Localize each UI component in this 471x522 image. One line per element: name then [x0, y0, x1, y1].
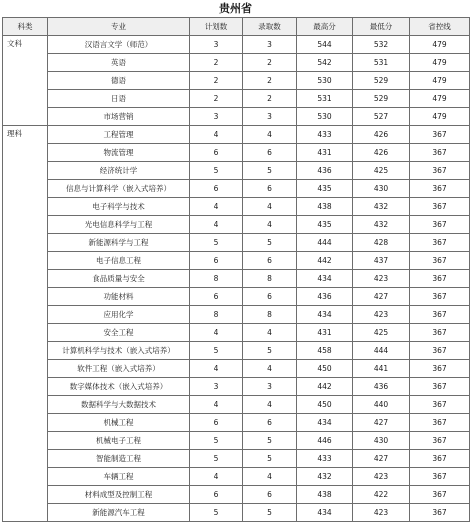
major-cell: 光电信息科学与工程: [48, 216, 190, 234]
max-score-cell: 450: [297, 396, 353, 414]
min-score-cell: 423: [353, 504, 410, 522]
table-row: [3, 144, 470, 162]
max-score-cell: 436: [297, 162, 353, 180]
table-row: [3, 342, 470, 360]
control-line-cell: 367: [410, 432, 470, 450]
min-score-cell: 426: [353, 144, 410, 162]
min-score-cell: 440: [353, 396, 410, 414]
plan-cell: 6: [190, 180, 243, 198]
max-score-cell: 435: [297, 180, 353, 198]
major-cell: 车辆工程: [48, 468, 190, 486]
admitted-cell: 6: [243, 414, 297, 432]
max-score-cell: 444: [297, 234, 353, 252]
table-row: [3, 504, 470, 522]
plan-cell: 4: [190, 468, 243, 486]
plan-cell: 3: [190, 108, 243, 126]
major-cell: 软件工程（嵌入式培养）: [48, 360, 190, 378]
admitted-cell: 4: [243, 216, 297, 234]
min-score-cell: 426: [353, 126, 410, 144]
table-row: [3, 378, 470, 396]
major-cell: 食品质量与安全: [48, 270, 190, 288]
table-row: [3, 252, 470, 270]
major-cell: 功能材料: [48, 288, 190, 306]
control-line-cell: 479: [410, 36, 470, 54]
max-score-cell: 435: [297, 216, 353, 234]
control-line-cell: 367: [410, 126, 470, 144]
admitted-cell: 6: [243, 252, 297, 270]
min-score-cell: 436: [353, 378, 410, 396]
max-score-cell: 544: [297, 36, 353, 54]
admitted-cell: 4: [243, 126, 297, 144]
major-cell: 数字媒体技术（嵌入式培养）: [48, 378, 190, 396]
plan-cell: 6: [190, 288, 243, 306]
major-cell: 新能源汽车工程: [48, 504, 190, 522]
control-line-cell: 367: [410, 252, 470, 270]
major-cell: 信息与计算科学（嵌入式培养）: [48, 180, 190, 198]
control-line-cell: 367: [410, 288, 470, 306]
control-line-cell: 367: [410, 396, 470, 414]
table-row: [3, 288, 470, 306]
table-row: [3, 126, 470, 144]
control-line-cell: 367: [410, 270, 470, 288]
control-line-cell: 367: [410, 306, 470, 324]
admitted-cell: 2: [243, 54, 297, 72]
max-score-cell: 432: [297, 468, 353, 486]
plan-cell: 5: [190, 234, 243, 252]
major-cell: 德语: [48, 72, 190, 90]
control-line-cell: 367: [410, 360, 470, 378]
admitted-cell: 4: [243, 360, 297, 378]
major-cell: 日语: [48, 90, 190, 108]
admitted-cell: 5: [243, 342, 297, 360]
admitted-cell: 2: [243, 90, 297, 108]
control-line-cell: 367: [410, 324, 470, 342]
min-score-cell: 432: [353, 198, 410, 216]
max-score-cell: 442: [297, 252, 353, 270]
min-score-cell: 532: [353, 36, 410, 54]
control-line-cell: 479: [410, 108, 470, 126]
plan-cell: 5: [190, 342, 243, 360]
control-line-cell: 479: [410, 90, 470, 108]
admitted-cell: 6: [243, 180, 297, 198]
min-score-cell: 529: [353, 72, 410, 90]
admitted-cell: 3: [243, 108, 297, 126]
control-line-cell: 367: [410, 162, 470, 180]
header-admitted: 录取数: [243, 18, 297, 36]
plan-cell: 2: [190, 54, 243, 72]
table-row: [3, 162, 470, 180]
max-score-cell: 434: [297, 306, 353, 324]
min-score-cell: 527: [353, 108, 410, 126]
major-cell: 计算机科学与技术（嵌入式培养）: [48, 342, 190, 360]
header-category: 科类: [3, 18, 48, 36]
major-cell: 物流管理: [48, 144, 190, 162]
plan-cell: 5: [190, 450, 243, 468]
control-line-cell: 367: [410, 234, 470, 252]
plan-cell: 2: [190, 90, 243, 108]
major-cell: 电子科学与技术: [48, 198, 190, 216]
plan-cell: 4: [190, 396, 243, 414]
plan-cell: 2: [190, 72, 243, 90]
major-cell: 材料成型及控制工程: [48, 486, 190, 504]
plan-cell: 6: [190, 486, 243, 504]
major-cell: 电子信息工程: [48, 252, 190, 270]
table-row: [3, 360, 470, 378]
min-score-cell: 437: [353, 252, 410, 270]
plan-cell: 4: [190, 324, 243, 342]
header-major: 专业: [48, 18, 190, 36]
major-cell: 安全工程: [48, 324, 190, 342]
min-score-cell: 427: [353, 414, 410, 432]
admitted-cell: 8: [243, 306, 297, 324]
max-score-cell: 431: [297, 324, 353, 342]
control-line-cell: 479: [410, 54, 470, 72]
max-score-cell: 530: [297, 72, 353, 90]
major-cell: 应用化学: [48, 306, 190, 324]
plan-cell: 4: [190, 198, 243, 216]
min-score-cell: 423: [353, 306, 410, 324]
admitted-cell: 4: [243, 468, 297, 486]
control-line-cell: 367: [410, 450, 470, 468]
min-score-cell: 430: [353, 180, 410, 198]
control-line-cell: 367: [410, 486, 470, 504]
table-row: [3, 450, 470, 468]
table-row: [3, 54, 470, 72]
table-row: [3, 36, 470, 54]
plan-cell: 5: [190, 504, 243, 522]
min-score-cell: 529: [353, 90, 410, 108]
plan-cell: 6: [190, 252, 243, 270]
header-min-score: 最低分: [353, 18, 410, 36]
admitted-cell: 5: [243, 162, 297, 180]
table-row: [3, 396, 470, 414]
table-row: [3, 414, 470, 432]
min-score-cell: 441: [353, 360, 410, 378]
max-score-cell: 530: [297, 108, 353, 126]
min-score-cell: 427: [353, 450, 410, 468]
header-control-line: 省控线: [410, 18, 470, 36]
plan-cell: 8: [190, 270, 243, 288]
min-score-cell: 432: [353, 216, 410, 234]
max-score-cell: 438: [297, 486, 353, 504]
admitted-cell: 6: [243, 288, 297, 306]
header-max-score: 最高分: [297, 18, 353, 36]
control-line-cell: 367: [410, 504, 470, 522]
major-cell: 机械工程: [48, 414, 190, 432]
max-score-cell: 433: [297, 450, 353, 468]
min-score-cell: 423: [353, 270, 410, 288]
admitted-cell: 5: [243, 450, 297, 468]
max-score-cell: 431: [297, 144, 353, 162]
admission-table: [2, 17, 470, 522]
plan-cell: 3: [190, 378, 243, 396]
major-cell: 汉语言文学（师范）: [48, 36, 190, 54]
plan-cell: 6: [190, 144, 243, 162]
plan-cell: 5: [190, 432, 243, 450]
admitted-cell: 6: [243, 144, 297, 162]
max-score-cell: 450: [297, 360, 353, 378]
max-score-cell: 434: [297, 270, 353, 288]
major-cell: 智能制造工程: [48, 450, 190, 468]
admitted-cell: 6: [243, 486, 297, 504]
admitted-cell: 5: [243, 504, 297, 522]
plan-cell: 4: [190, 360, 243, 378]
admitted-cell: 3: [243, 36, 297, 54]
control-line-cell: 367: [410, 180, 470, 198]
table-row: [3, 198, 470, 216]
header-row: [3, 18, 470, 36]
max-score-cell: 542: [297, 54, 353, 72]
min-score-cell: 444: [353, 342, 410, 360]
major-cell: 数据科学与大数据技术: [48, 396, 190, 414]
max-score-cell: 434: [297, 504, 353, 522]
table-body: [3, 36, 470, 522]
control-line-cell: 367: [410, 468, 470, 486]
admitted-cell: 2: [243, 72, 297, 90]
table-row: [3, 216, 470, 234]
table-row: [3, 72, 470, 90]
control-line-cell: 479: [410, 72, 470, 90]
min-score-cell: 427: [353, 288, 410, 306]
plan-cell: 5: [190, 162, 243, 180]
min-score-cell: 422: [353, 486, 410, 504]
major-cell: 工程管理: [48, 126, 190, 144]
control-line-cell: 367: [410, 378, 470, 396]
plan-cell: 4: [190, 126, 243, 144]
table-row: [3, 90, 470, 108]
table-row: [3, 234, 470, 252]
max-score-cell: 438: [297, 198, 353, 216]
header-plan: 计划数: [190, 18, 243, 36]
plan-cell: 3: [190, 36, 243, 54]
admitted-cell: 8: [243, 270, 297, 288]
max-score-cell: 442: [297, 378, 353, 396]
major-cell: 机械电子工程: [48, 432, 190, 450]
control-line-cell: 367: [410, 198, 470, 216]
table-row: [3, 324, 470, 342]
major-cell: 经济统计学: [48, 162, 190, 180]
min-score-cell: 428: [353, 234, 410, 252]
table-row: [3, 432, 470, 450]
table-row: [3, 108, 470, 126]
min-score-cell: 425: [353, 324, 410, 342]
max-score-cell: 433: [297, 126, 353, 144]
category-cell: 理科: [3, 126, 48, 522]
admitted-cell: 5: [243, 432, 297, 450]
control-line-cell: 367: [410, 144, 470, 162]
min-score-cell: 531: [353, 54, 410, 72]
control-line-cell: 367: [410, 216, 470, 234]
min-score-cell: 425: [353, 162, 410, 180]
admitted-cell: 4: [243, 198, 297, 216]
table-row: [3, 270, 470, 288]
control-line-cell: 367: [410, 414, 470, 432]
table-row: [3, 468, 470, 486]
table-row: [3, 486, 470, 504]
major-cell: 市场营销: [48, 108, 190, 126]
major-cell: 新能源科学与工程: [48, 234, 190, 252]
plan-cell: 8: [190, 306, 243, 324]
max-score-cell: 436: [297, 288, 353, 306]
table-row: [3, 306, 470, 324]
min-score-cell: 430: [353, 432, 410, 450]
max-score-cell: 446: [297, 432, 353, 450]
min-score-cell: 423: [353, 468, 410, 486]
admitted-cell: 5: [243, 234, 297, 252]
plan-cell: 4: [190, 216, 243, 234]
category-cell: 文科: [3, 36, 48, 126]
province-title: 贵州省: [219, 2, 252, 15]
major-cell: 英语: [48, 54, 190, 72]
max-score-cell: 434: [297, 414, 353, 432]
table-row: [3, 180, 470, 198]
max-score-cell: 531: [297, 90, 353, 108]
admitted-cell: 3: [243, 378, 297, 396]
max-score-cell: 458: [297, 342, 353, 360]
admitted-cell: 4: [243, 396, 297, 414]
admitted-cell: 4: [243, 324, 297, 342]
plan-cell: 6: [190, 414, 243, 432]
control-line-cell: 367: [410, 342, 470, 360]
